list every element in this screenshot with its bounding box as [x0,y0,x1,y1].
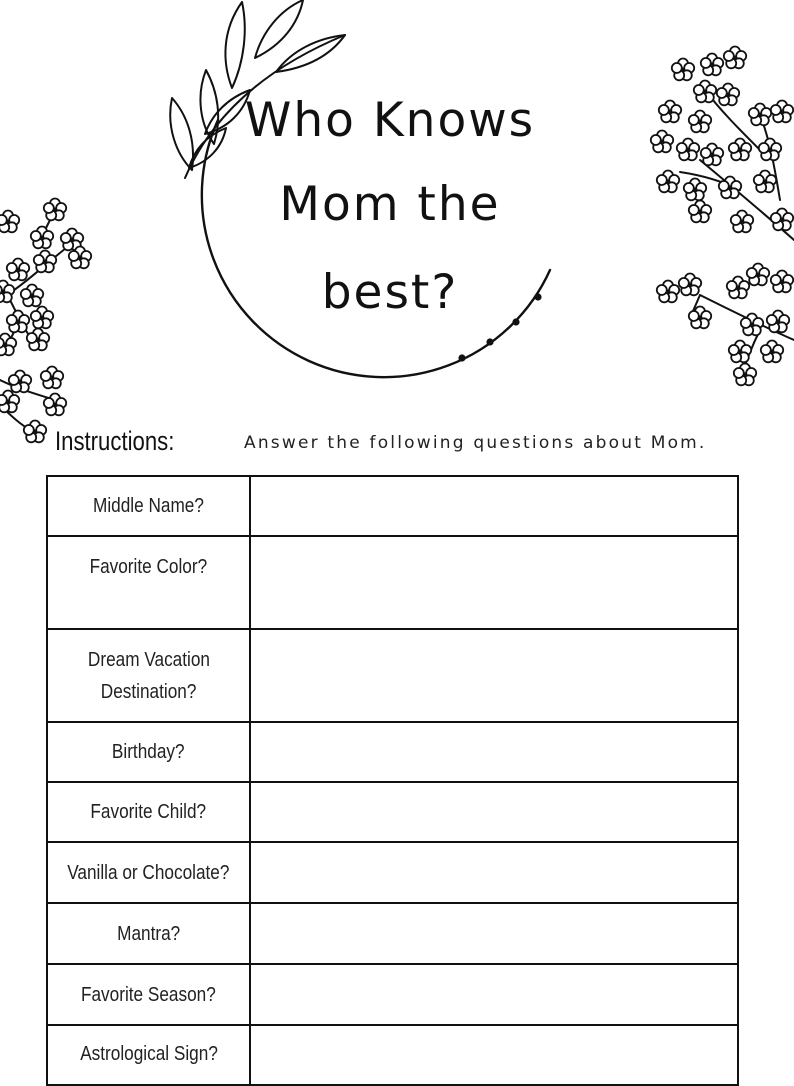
answer-cell[interactable] [250,722,738,782]
title-line-1: Who Knows [244,93,536,148]
title-line-3: best? [321,265,459,320]
title-circle-frame [202,120,550,377]
answer-cell[interactable] [250,476,738,536]
answer-cell[interactable] [250,842,738,903]
table-row [47,903,738,964]
question-label: Destination? [100,680,197,703]
question-cell [47,629,250,722]
table-row [47,476,738,536]
question-label: Birthday? [112,741,186,763]
question-table [46,475,739,1086]
question-cell [47,842,250,903]
question-cell [47,536,250,629]
question-cell [47,1025,250,1085]
question-label: Favorite Child? [90,801,207,823]
question-cell [47,476,250,536]
question-cell [47,903,250,964]
question-cell [47,964,250,1025]
question-label: Astrological Sign? [79,1043,218,1065]
table-row [47,782,738,842]
answer-cell[interactable] [250,629,738,722]
flower-cluster-right-top-icon [651,47,794,241]
table-row [47,629,738,722]
question-cell [47,782,250,842]
answer-cell[interactable] [250,536,738,629]
title-line-2: Mom the [279,177,501,232]
instructions-text: Answer the following questions about Mom. [244,433,707,453]
table-row [47,842,738,903]
question-cell [47,722,250,782]
flower-cluster-left-icon [0,199,91,443]
instructions-label: Instructions: [55,426,175,456]
question-label: Middle Name? [93,495,205,517]
table-row [47,536,738,629]
answer-cell[interactable] [250,903,738,964]
table-row [47,964,738,1025]
question-label: Mantra? [117,922,181,945]
question-label: Dream Vacation [87,648,210,671]
answer-cell[interactable] [250,782,738,842]
table-row [47,722,738,782]
question-label: Vanilla or Chocolate? [67,861,230,884]
answer-cell[interactable] [250,1025,738,1085]
question-label: Favorite Season? [81,983,217,1006]
table-row [47,1025,738,1085]
flower-cluster-right-bottom-icon [657,264,794,386]
question-label: Favorite Color? [89,556,208,578]
leaf-branch-icon [170,0,345,178]
answer-cell[interactable] [250,964,738,1025]
